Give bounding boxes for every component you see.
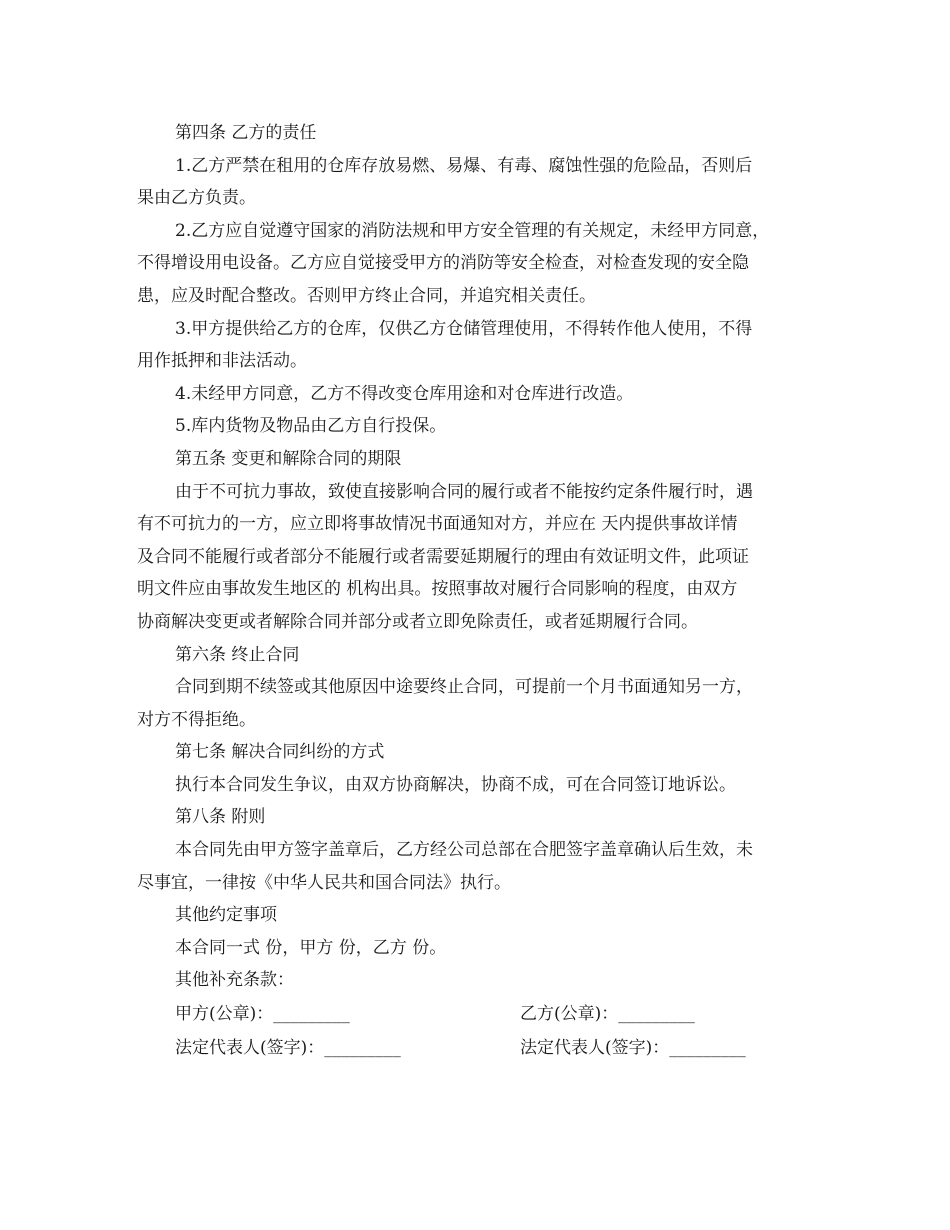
party-b-representative-field: 法定代表人(签字)：_________ — [520, 1038, 746, 1059]
article-6-heading: 第六条 终止合同 — [175, 644, 300, 665]
supplementary-clauses-label: 其他补充条款： — [175, 970, 294, 991]
article-4-item-3: 3.甲方提供给乙方的仓库，仅供乙方仓储管理使用，不得转作他人使用，不得 — [175, 318, 753, 339]
signature-row-representative — [137, 1031, 817, 1065]
article-4-item-2-cont: 不得增设用电设备。乙方应自觉接受甲方的消防等安全检查，对检查发现的安全隐 — [137, 253, 749, 274]
article-6-paragraph-cont: 对方不得拒绝。 — [137, 709, 256, 730]
party-a-seal-field: 甲方(公章)：_________ — [175, 1004, 350, 1025]
article-5-paragraph-cont: 有不可抗力的一方，应立即将事故情况书面通知对方，并应在 天内提供事故详情 — [137, 514, 738, 535]
contract-body — [137, 117, 817, 1065]
article-7-paragraph: 执行本合同发生争议，由双方协商解决，协商不成，可在合同签订地诉讼。 — [175, 774, 736, 795]
article-5-paragraph: 由于不可抗力事故，致使直接影响合同的履行或者不能按约定条件履行时，遇 — [175, 481, 753, 502]
article-5-paragraph-cont: 明文件应由事故发生地区的 机构出具。按照事故对履行合同影响的程度，由双方 — [137, 579, 738, 600]
article-5-paragraph-cont: 及合同不能履行或者部分不能履行或者需要延期履行的理由有效证明文件，此项证 — [137, 546, 749, 567]
party-a-representative-field: 法定代表人(签字)：_________ — [175, 1038, 401, 1059]
other-terms-heading: 其他约定事项 — [175, 905, 277, 926]
signature-row-seal — [137, 997, 817, 1031]
article-4-item-4: 4.未经甲方同意，乙方不得改变仓库用途和对仓库进行改造。 — [175, 383, 634, 404]
article-4-item-3-cont: 用作抵押和非法活动。 — [137, 351, 307, 372]
article-8-paragraph-cont: 尽事宜，一律按《中华人民共和国合同法》执行。 — [137, 872, 511, 893]
article-6-paragraph: 合同到期不续签或其他原因中途要终止合同，可提前一个月书面通知另一方， — [175, 677, 753, 698]
article-4-item-2-cont: 患，应及时配合整改。否则甲方终止合同，并追究相关责任。 — [137, 285, 596, 306]
article-8-paragraph: 本合同先由甲方签字盖章后，乙方经公司总部在合肥签字盖章确认后生效，未 — [175, 840, 753, 861]
party-b-seal-field: 乙方(公章)：_________ — [520, 1004, 695, 1025]
article-8-heading: 第八条 附则 — [175, 807, 266, 828]
article-4-heading: 第四条 乙方的责任 — [175, 123, 317, 143]
article-4-item-1: 1.乙方严禁在租用的仓库存放易燃、易爆、有毒、腐蚀性强的危险品，否则后 — [175, 155, 753, 176]
article-7-heading: 第七条 解决合同纠纷的方式 — [175, 742, 385, 763]
article-4-item-5: 5.库内货物及物品由乙方自行投保。 — [175, 416, 447, 437]
article-4-item-1-cont: 果由乙方负责。 — [137, 188, 256, 209]
article-5-paragraph-cont: 协商解决变更或者解除合同并部分或者立即免除责任，或者延期履行合同。 — [137, 611, 698, 632]
article-5-heading: 第五条 变更和解除合同的期限 — [175, 448, 402, 469]
article-4-item-2: 2.乙方应自觉遵守国家的消防法规和甲方安全管理的有关规定，未经甲方同意， — [175, 220, 770, 241]
copies-clause: 本合同一式 份，甲方 份，乙方 份。 — [175, 937, 447, 958]
